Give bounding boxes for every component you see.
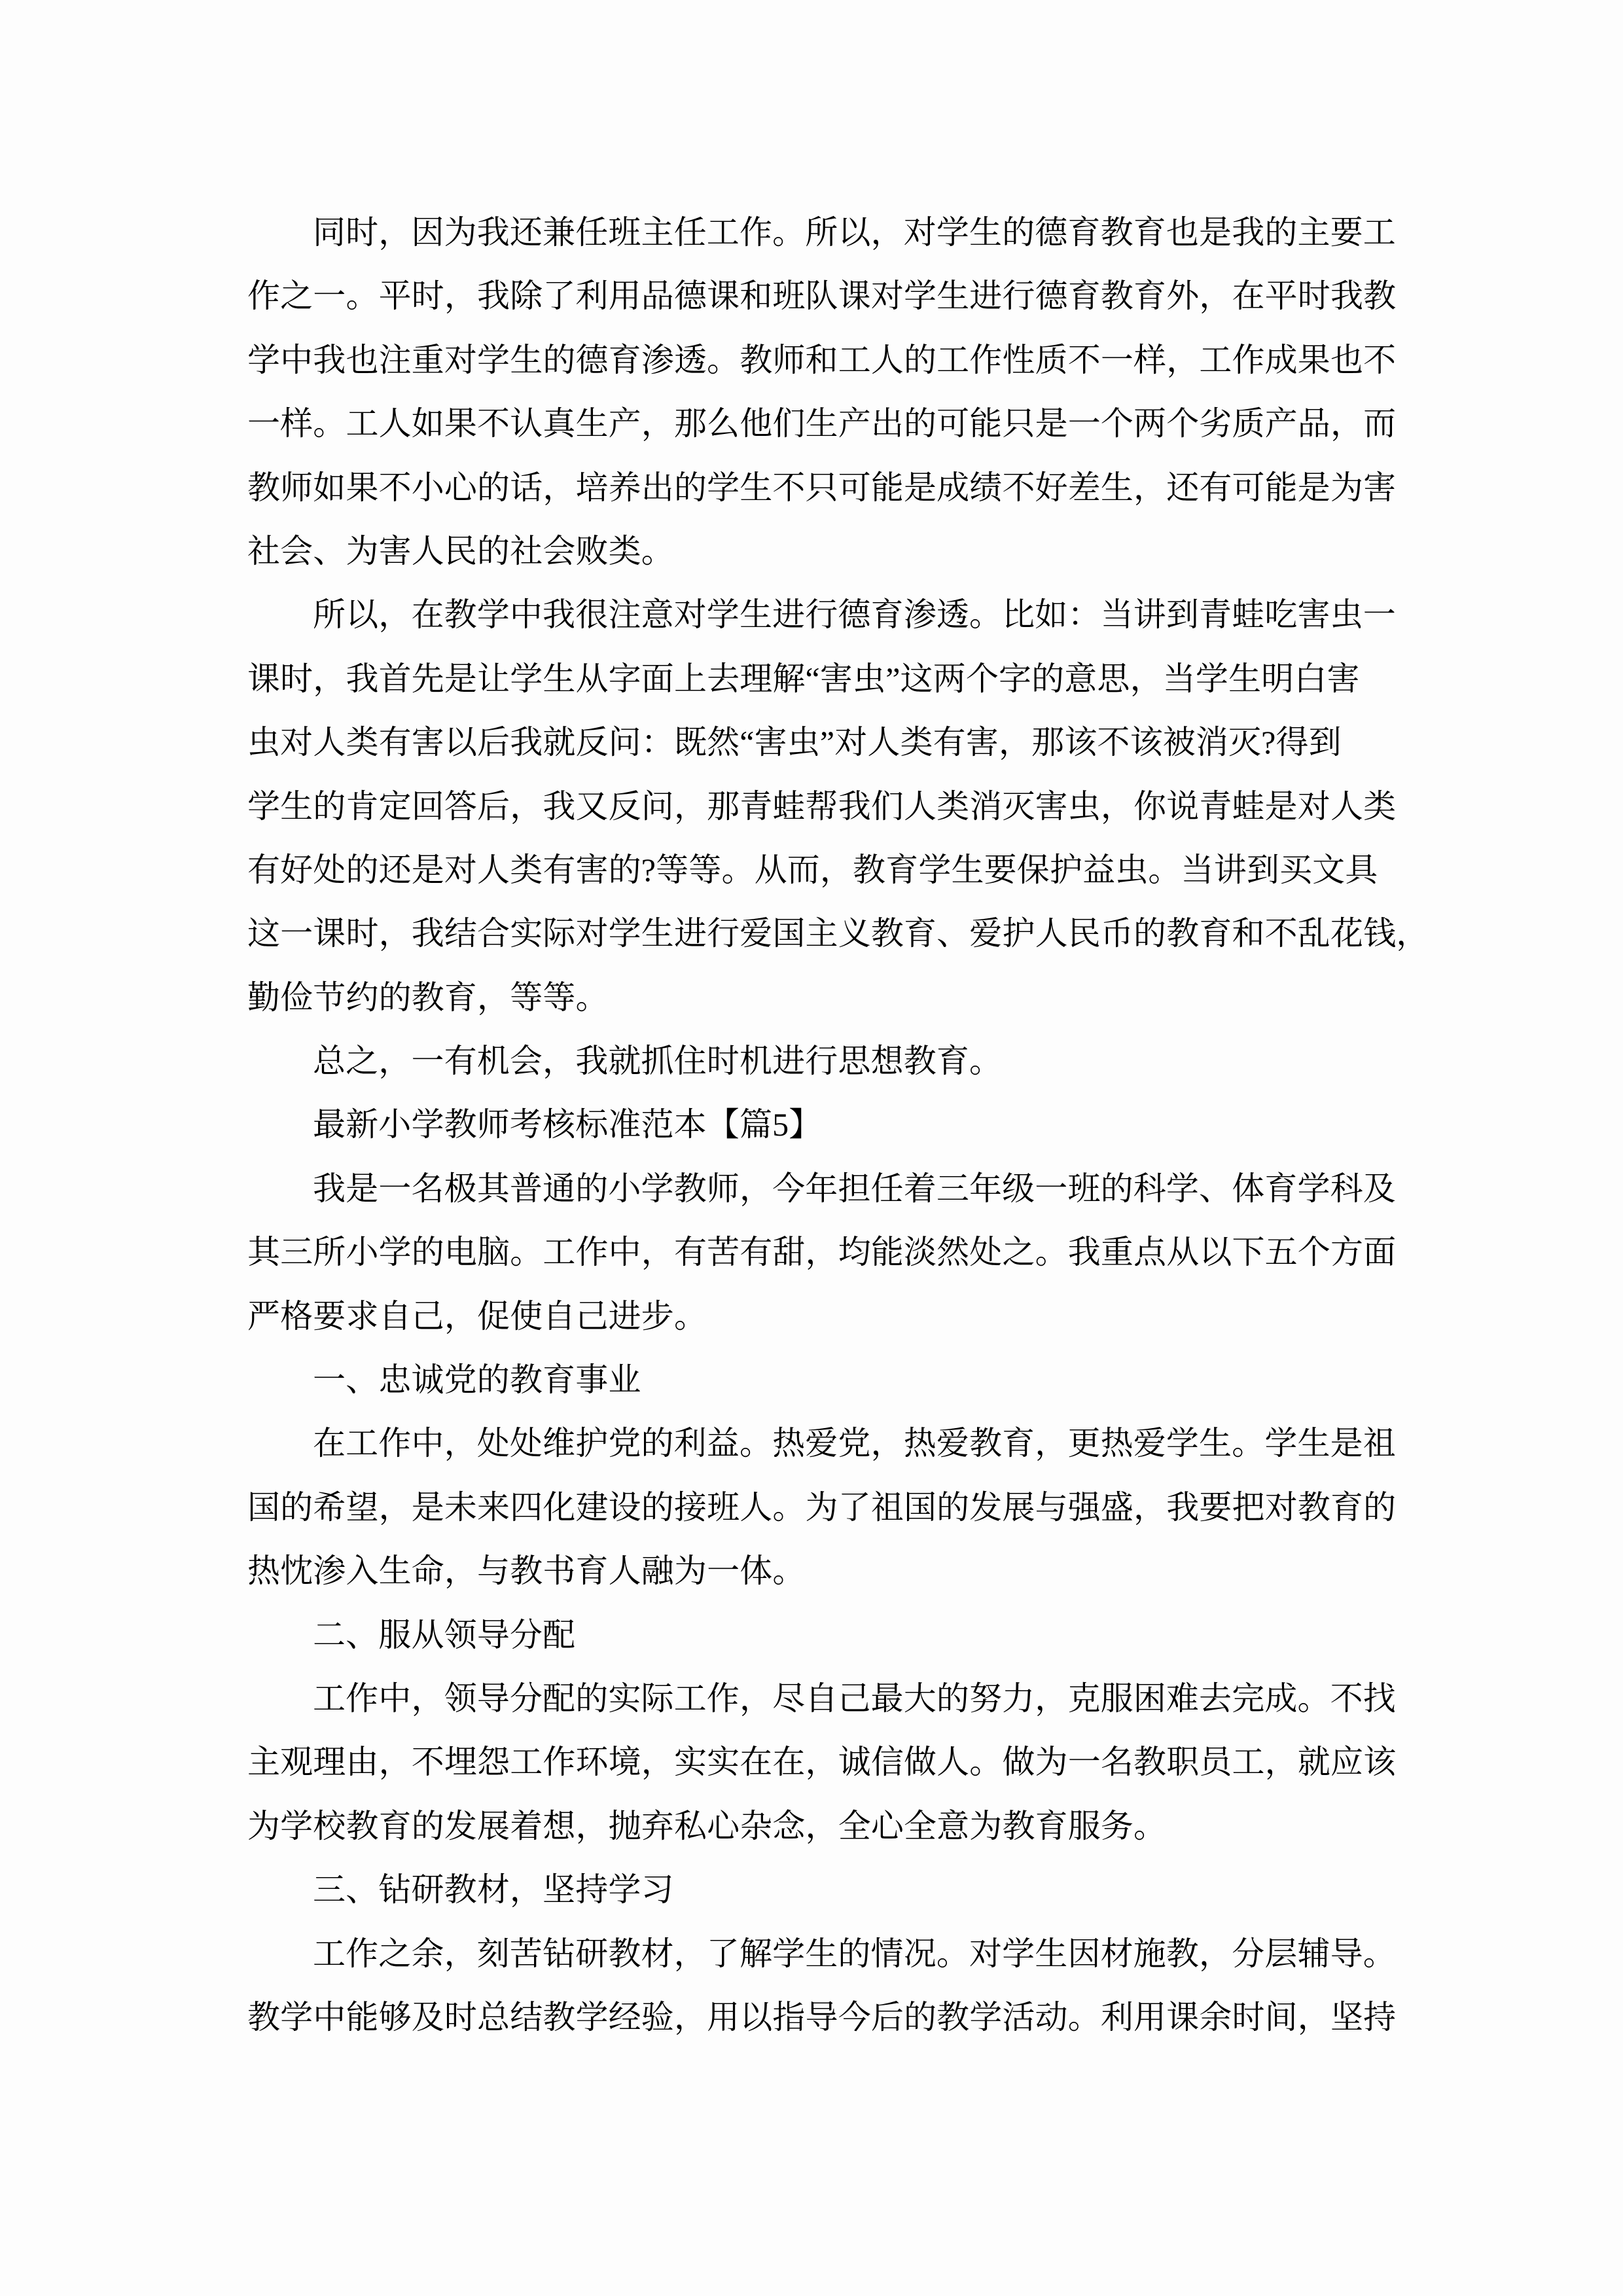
- text-line: 三、钻研教材，坚持学习: [313, 1871, 674, 1909]
- text-line: 学生的肯定回答后，我又反问，那青蛙帮我们人类消灭害虫，你说青蛙是对人类: [247, 787, 1397, 825]
- text-line: 总之，一有机会，我就抓住时机进行思想教育。: [313, 1043, 1003, 1080]
- text-line: 最新小学教师考核标准范本【篇5】: [313, 1106, 822, 1143]
- paragraph: [247, 201, 1399, 583]
- text-line: 在工作中，处处维护党的利益。热爱党，热爱教育，更热爱学生。学生是祖: [313, 1425, 1396, 1462]
- text-line: 国的希望，是未来四化建设的接班人。为了祖国的发展与强盛，我要把对教育的: [247, 1488, 1397, 1526]
- text-line: 有好处的还是对人类有害的?等等。从而，教育学生要保护益虫。当讲到买文具: [247, 851, 1378, 888]
- document-body: [247, 201, 1429, 2049]
- text-line: 作之一。平时，我除了利用品德课和班队课对学生进行德育教育外，在平时我教: [247, 278, 1397, 315]
- text-line: 教师如果不小心的话，培养出的学生不只可能是成绩不好差生，还有可能是为害: [247, 469, 1397, 506]
- text-line: 一、忠诚党的教育事业: [313, 1361, 641, 1399]
- paragraph-heading: [247, 1604, 1399, 1667]
- text-line: 热忱渗入生命，与教书育人融为一体。: [247, 1552, 806, 1590]
- text-line: 教学中能够及时总结教学经验，用以指导今后的教学活动。利用课余时间，坚持: [247, 1998, 1397, 2036]
- text-line: 课时，我首先是让学生从字面上去理解“害虫”这两个字的意思，当学生明白害: [247, 660, 1360, 697]
- text-line: 严格要求自己，促使自己进步。: [247, 1297, 707, 1335]
- paragraph: [247, 1030, 1399, 1093]
- paragraph-section-title: [247, 1093, 1399, 1157]
- paragraph: [247, 583, 1429, 1030]
- text-line: 勤俭节约的教育，等等。: [247, 978, 609, 1016]
- text-line: 二、服从领导分配: [313, 1616, 576, 1653]
- text-line: 我是一名极其普通的小学教师，今年担任着三年级一班的科学、体育学科及: [313, 1170, 1396, 1207]
- text-line: 为学校教育的发展着想，抛弃私心杂念，全心全意为教育服务。: [247, 1807, 1167, 1844]
- text-line: 这一课时，我结合实际对学生进行爱国主义教育、爱护人民币的教育和不乱花钱，: [247, 915, 1429, 952]
- paragraph: [247, 1157, 1399, 1348]
- text-line: 一样。工人如果不认真生产，那么他们生产出的可能只是一个两个劣质产品，而: [247, 405, 1397, 442]
- paragraph-heading: [247, 1858, 1399, 1922]
- text-line: 主观理由，不埋怨工作环境，实实在在，诚信做人。做为一名教职员工，就应该: [247, 1744, 1397, 1781]
- text-line: 学中我也注重对学生的德育渗透。教师和工人的工作性质不一样，工作成果也不: [247, 341, 1397, 378]
- text-line: 工作中，领导分配的实际工作，尽自己最大的努力，克服困难去完成。不找: [313, 1679, 1396, 1717]
- paragraph-heading: [247, 1348, 1399, 1412]
- text-line: 其三所小学的电脑。工作中，有苦有甜，均能淡然处之。我重点从以下五个方面: [247, 1234, 1397, 1271]
- paragraph: [247, 1922, 1399, 2050]
- text-line: 虫对人类有害以后我就反问：既然“害虫”对人类有害，那该不该被消灭?得到: [247, 724, 1342, 761]
- text-line: 工作之余，刻苦钻研教材，了解学生的情况。对学生因材施教，分层辅导。: [313, 1935, 1396, 1972]
- text-line: 社会、为害人民的社会败类。: [247, 532, 674, 569]
- paragraph: [247, 1412, 1399, 1603]
- text-line: 同时，因为我还兼任班主任工作。所以，对学生的德育教育也是我的主要工: [313, 214, 1396, 251]
- text-line: 所以，在教学中我很注意对学生进行德育渗透。比如：当讲到青蛙吃害虫一: [313, 596, 1396, 634]
- paragraph: [247, 1667, 1399, 1858]
